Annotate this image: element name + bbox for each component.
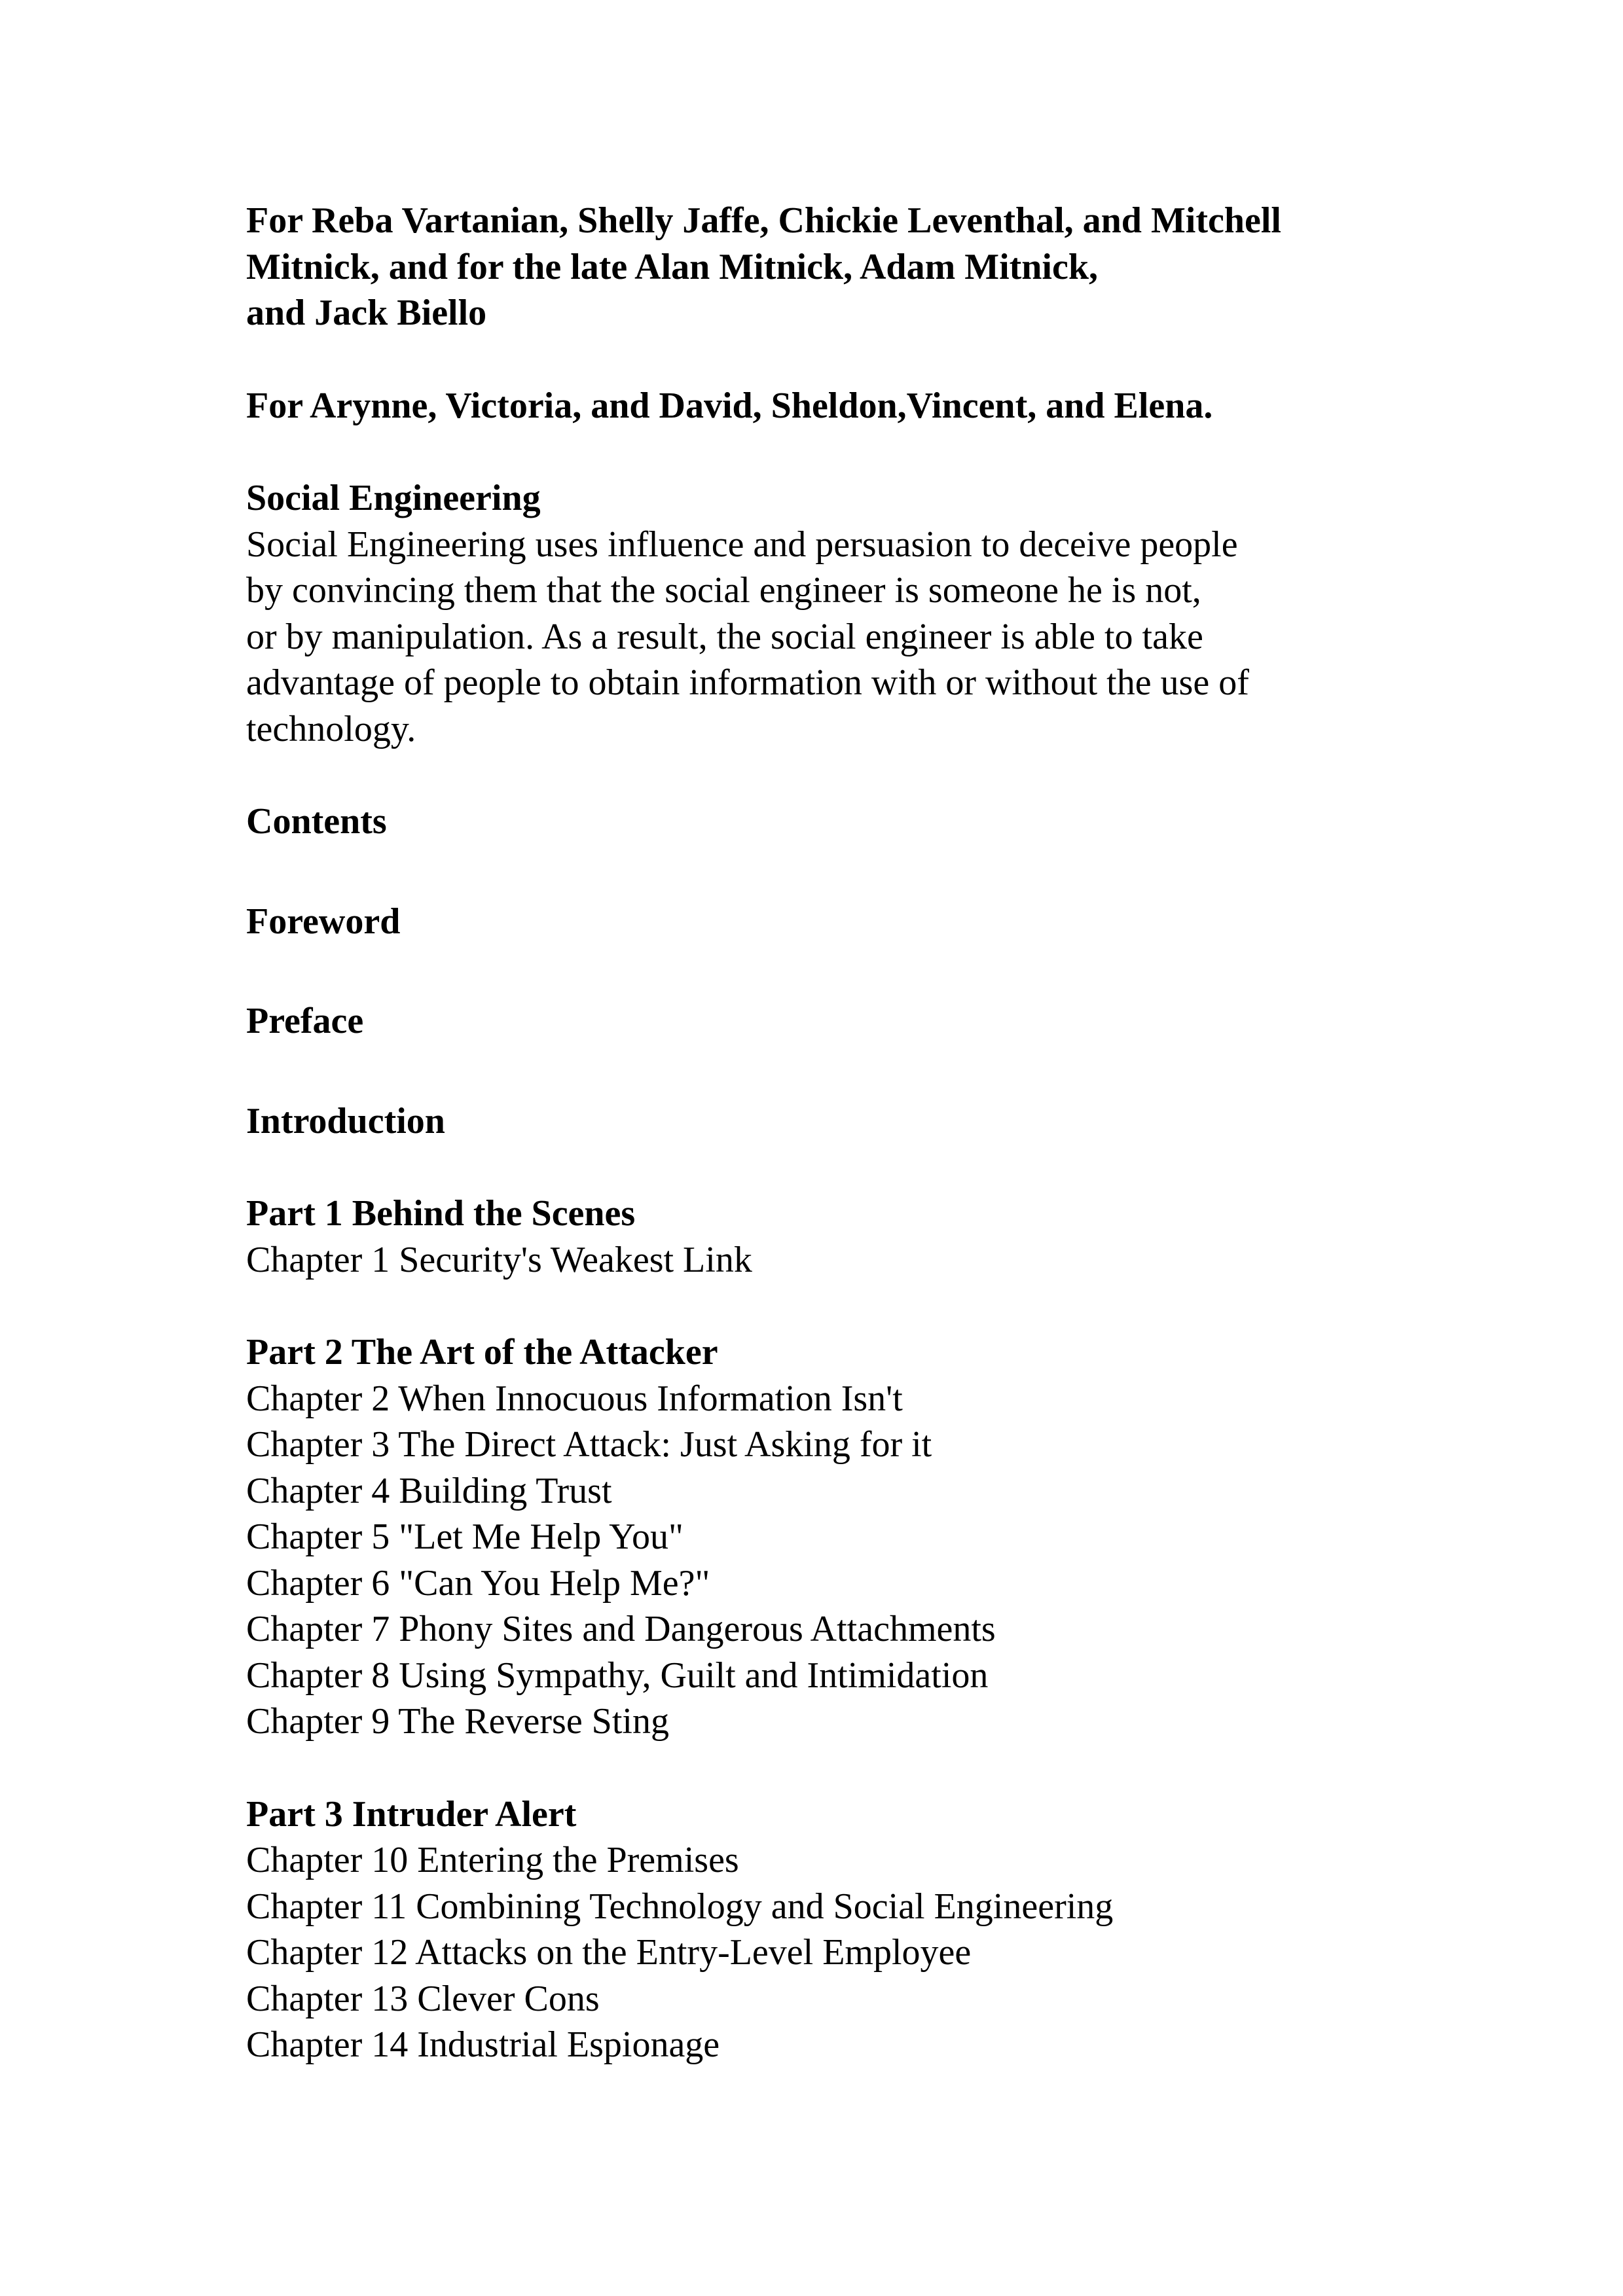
dedication-line: and Jack Biello bbox=[246, 293, 487, 333]
second-dedication-line: For Arynne, Victoria, and David, Sheldon,Vincent, and Elena. bbox=[246, 385, 1213, 426]
chapter-entry: Chapter 2 When Innocuous Information Isn't bbox=[246, 1378, 903, 1419]
part-title: Part 2 The Art of the Attacker bbox=[246, 1332, 718, 1372]
chapter-entry: Chapter 4 Building Trust bbox=[246, 1470, 612, 1511]
definition-line: technology. bbox=[246, 708, 416, 749]
section-heading: Social Engineering bbox=[246, 478, 541, 518]
chapter-entry: Chapter 14 Industrial Espionage bbox=[246, 2024, 720, 2065]
part-title: Part 1 Behind the Scenes bbox=[246, 1193, 636, 1234]
definition-line: advantage of people to obtain information with or without the use of bbox=[246, 662, 1249, 703]
toc-part-2 bbox=[246, 1329, 1490, 1745]
chapter-entry: Chapter 6 "Can You Help Me?" bbox=[246, 1562, 710, 1604]
chapter-entry: Chapter 8 Using Sympathy, Guilt and Intimidation bbox=[246, 1655, 989, 1696]
chapter-entry: Chapter 5 "Let Me Help You" bbox=[246, 1516, 684, 1557]
toc-part-1 bbox=[246, 1191, 1490, 1283]
chapter-entry: Chapter 11 Combining Technology and Social Engineering bbox=[246, 1886, 1114, 1927]
definition-line: Social Engineering uses influence and persuasion to deceive people bbox=[246, 524, 1238, 565]
dedication-line: Mitnick, and for the late Alan Mitnick, Adam Mitnick, bbox=[246, 246, 1098, 287]
social-engineering-section bbox=[246, 475, 1490, 752]
contents-heading: Contents bbox=[246, 801, 387, 842]
toc-foreword: Foreword bbox=[246, 901, 401, 942]
chapter-entry: Chapter 7 Phony Sites and Dangerous Attachments bbox=[246, 1609, 996, 1649]
definition-line: by convincing them that the social engineer is someone he is not, bbox=[246, 570, 1201, 611]
toc-part-3 bbox=[246, 1791, 1490, 2068]
chapter-entry: Chapter 1 Security's Weakest Link bbox=[246, 1239, 752, 1280]
part-title: Part 3 Intruder Alert bbox=[246, 1793, 577, 1835]
document-page bbox=[246, 198, 1490, 2068]
chapter-entry: Chapter 9 The Reverse Sting bbox=[246, 1701, 669, 1742]
chapter-entry: Chapter 12 Attacks on the Entry-Level Employee bbox=[246, 1932, 972, 1973]
chapter-entry: Chapter 3 The Direct Attack: Just Asking for it bbox=[246, 1424, 932, 1465]
dedication-line: For Reba Vartanian, Shelly Jaffe, Chickie Leventhal, and Mitchell bbox=[246, 200, 1281, 241]
second-dedication bbox=[246, 383, 1490, 429]
dedication bbox=[246, 198, 1490, 336]
toc-preface: Preface bbox=[246, 1001, 364, 1041]
chapter-entry: Chapter 10 Entering the Premises bbox=[246, 1840, 739, 1880]
definition-line: or by manipulation. As a result, the social engineer is able to take bbox=[246, 616, 1203, 657]
chapter-entry: Chapter 13 Clever Cons bbox=[246, 1978, 600, 2019]
toc-introduction: Introduction bbox=[246, 1100, 445, 1141]
